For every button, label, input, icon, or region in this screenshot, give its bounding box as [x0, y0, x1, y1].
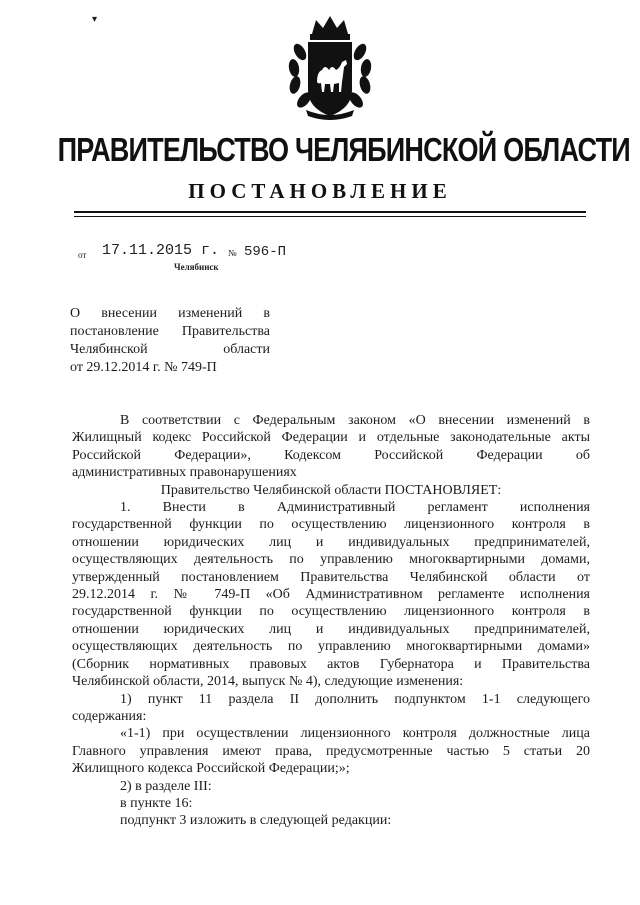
body-line: в пункте 16:: [120, 795, 193, 811]
body-line: «1-1) при осуществлении лицензионного контроля должностные лица: [120, 726, 590, 742]
subject-line: О внесении изменений в: [70, 306, 270, 321]
document-number: 596-П: [244, 244, 287, 260]
body-line: административных правонарушениях: [72, 465, 297, 481]
body-line: Жилищного кодекса Российской Федерации;»;: [72, 761, 350, 777]
header-rule-thin: [74, 216, 586, 217]
body-line: государственной функции по осуществлению лицензионного контроля в: [72, 604, 590, 620]
document-date: 17.11.2015 г.: [102, 242, 220, 259]
body-line: утвержденный постановлением Правительства Челябинской области от: [72, 569, 590, 585]
subject-line: Челябинской области: [70, 342, 270, 357]
subject-line: постановление Правительства: [70, 324, 270, 339]
body-line: Главного управления имеют права, предусмотренные частью 5 статьи 20: [72, 743, 590, 759]
subject-block: [70, 305, 270, 377]
header-rule-thick: [74, 211, 586, 213]
body-line: отношении юридических лиц и индивидуальных предпринимателей,: [72, 534, 590, 550]
body-line: 1. Внести в Административный регламент исполнения: [120, 500, 590, 516]
body-line: (Сборник нормативных правовых актов Губернатора и Правительства: [72, 656, 590, 672]
government-title: ПРАВИТЕЛЬСТВО ЧЕЛЯБИНСКОЙ ОБЛАСТИ: [57, 131, 630, 168]
document-body: [72, 412, 590, 830]
body-line: 1) пункт 11 раздела II дополнить подпунктом 1-1 следующего: [120, 691, 590, 707]
body-line: Челябинской области, 2014, выпуск № 4), следующие изменения:: [72, 674, 464, 690]
body-line: осуществляющих деятельность по управлению многоквартирными домами»: [72, 639, 590, 655]
body-line: отношении юридических лиц и индивидуальных предпринимателей,: [72, 621, 590, 637]
body-line: подпункт 3 изложить в следующей редакции:: [120, 813, 392, 829]
document-type: ПОСТАНОВЛЕНИЕ: [188, 179, 452, 203]
body-line: Правительство Челябинской области ПОСТАНОВЛЯЕТ:: [160, 482, 502, 498]
number-prefix: №: [228, 248, 237, 258]
body-line: Жилищный кодекс Российской Федерации и отдельные законодательные акты: [72, 430, 590, 446]
city-label: Челябинск: [174, 262, 219, 272]
scan-mark: ▾: [92, 14, 98, 25]
date-prefix: от: [78, 250, 87, 260]
body-line: 29.12.2014 г. № 749-П «Об Административном регламенте исполнения: [72, 587, 590, 603]
body-line: осуществляющих деятельность по управлению многоквартирными домами,: [72, 552, 590, 568]
chelyabinsk-coat-of-arms-icon: [284, 12, 376, 122]
body-line: В соответствии с Федеральным законом «О внесении изменений в: [120, 413, 590, 428]
subject-line: от 29.12.2014 г. № 749-П: [70, 360, 217, 375]
body-line: 2) в разделе III:: [120, 778, 212, 794]
body-line: государственной функции по осуществлению лицензионного контроля в: [72, 517, 590, 533]
body-line: содержания:: [72, 708, 147, 724]
body-line: Российской Федерации», Кодексом Российской Федерации об: [72, 447, 590, 463]
